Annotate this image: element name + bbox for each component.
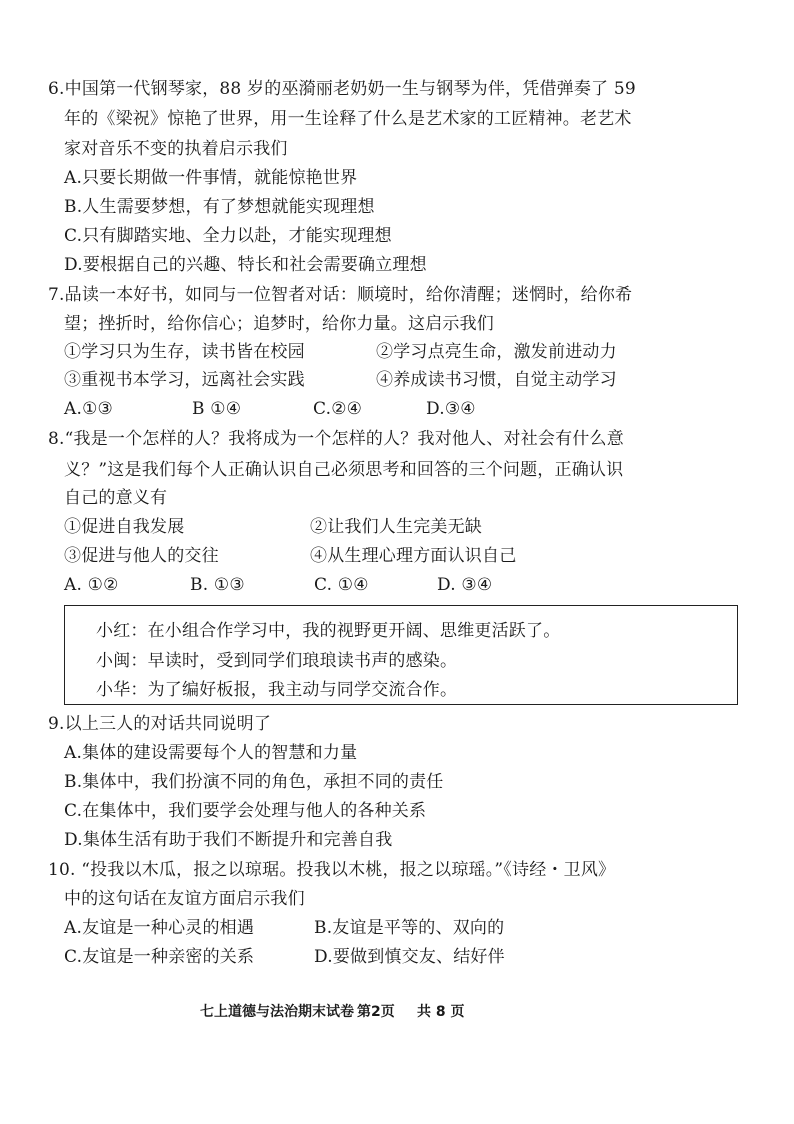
dialogue-line-xiaohua: 小华：为了编好板报，我主动与同学交流合作。 [96, 680, 458, 700]
q8-statement-3: ③促进与他人的交往 [64, 546, 219, 566]
q10-option-c: C.友谊是一种亲密的关系 [64, 947, 255, 967]
footer-exam-title: 七上道德与法治期末试卷 [200, 1004, 354, 1020]
q7-option-c: C.②④ [313, 399, 363, 419]
q7-statement-1: ①学习只为生存，读书皆在校园 [64, 342, 305, 362]
q8-statement-2: ②让我们人生完美无缺 [310, 517, 482, 537]
q9-option-b: B.集体中，我们扮演不同的角色，承担不同的责任 [64, 772, 444, 792]
q9-option-c: C.在集体中，我们要学会处理与他人的各种关系 [64, 801, 427, 821]
dialogue-line-xiaomin: 小闽：早读时，受到同学们琅琅读书声的感染。 [96, 651, 458, 671]
q9-option-a: A.集体的建设需要每个人的智慧和力量 [64, 743, 358, 763]
q8-stem-line-3: 自己的意义有 [64, 488, 168, 508]
dialogue-line-xiaohong: 小红：在小组合作学习中，我的视野更开阔、思维更活跃了。 [96, 621, 561, 641]
q10-option-d: D.要做到慎交友、结好伴 [314, 947, 505, 967]
q8-statement-1: ①促进自我发展 [64, 517, 185, 537]
q8-statement-4: ④从生理心理方面认识自己 [310, 546, 517, 566]
q6-option-a: A.只要长期做一件事情，就能惊艳世界 [64, 168, 358, 188]
q7-statement-3: ③重视书本学习，远离社会实践 [64, 370, 305, 390]
q8-option-b: B. ①③ [190, 575, 245, 595]
q10-option-a: A.友谊是一种心灵的相遇 [64, 918, 255, 938]
q7-statement-2: ②学习点亮生命，激发前进动力 [376, 342, 617, 362]
q6-stem-line-3: 家对音乐不变的执着启示我们 [64, 139, 288, 159]
q8-option-d: D. ③④ [437, 575, 493, 595]
q6-stem-line-1: 6.中国第一代钢琴家，88 岁的巫漪丽老奶奶一生与钢琴为伴，凭借弹奏了 59 [48, 79, 636, 99]
q7-statement-4: ④养成读书习惯，自觉主动学习 [376, 370, 617, 390]
q10-stem-line-1: 10. “投我以木瓜，报之以琼琚。投我以木桃，报之以琼瑶。”《诗经・卫风》 [48, 860, 616, 880]
q6-stem-line-2: 年的《梁祝》惊艳了世界，用一生诠释了什么是艺术家的工匠精神。老艺术 [64, 109, 632, 129]
q8-option-a: A. ①② [64, 575, 119, 595]
q7-option-d: D.③④ [426, 399, 476, 419]
q6-option-c: C.只有脚踏实地、全力以赴，才能实现理想 [64, 226, 392, 246]
q10-option-b: B.友谊是平等的、双向的 [314, 918, 505, 938]
q8-option-c: C. ①④ [314, 575, 369, 595]
q9-option-d: D.集体生活有助于我们不断提升和完善自我 [64, 830, 393, 850]
footer-page-number: 第2页 [357, 1004, 395, 1020]
q7-stem-line-2: 望；挫折时，给你信心；追梦时，给你力量。这启示我们 [64, 314, 494, 334]
footer-total-pages: 共 8 页 [417, 1004, 465, 1020]
q8-stem-line-1: 8.“我是一个怎样的人？我将成为一个怎样的人？我对他人、对社会有什么意 [48, 429, 624, 449]
q7-option-a: A.①③ [64, 399, 113, 419]
q7-option-b: B ①④ [192, 399, 242, 419]
q6-option-b: B.人生需要梦想，有了梦想就能实现理想 [64, 197, 375, 217]
q8-stem-line-2: 义？”这是我们每个人正确认识自己必须思考和回答的三个问题，正确认识 [64, 460, 624, 480]
q7-stem-line-1: 7.品读一本好书，如同与一位智者对话：顺境时，给你清醒；迷惘时，给你希 [48, 285, 633, 305]
q6-option-d: D.要根据自己的兴趣、特长和社会需要确立理想 [64, 255, 427, 275]
q10-stem-line-2: 中的这句话在友谊方面启示我们 [64, 889, 305, 909]
q9-stem: 9.以上三人的对话共同说明了 [48, 714, 272, 734]
